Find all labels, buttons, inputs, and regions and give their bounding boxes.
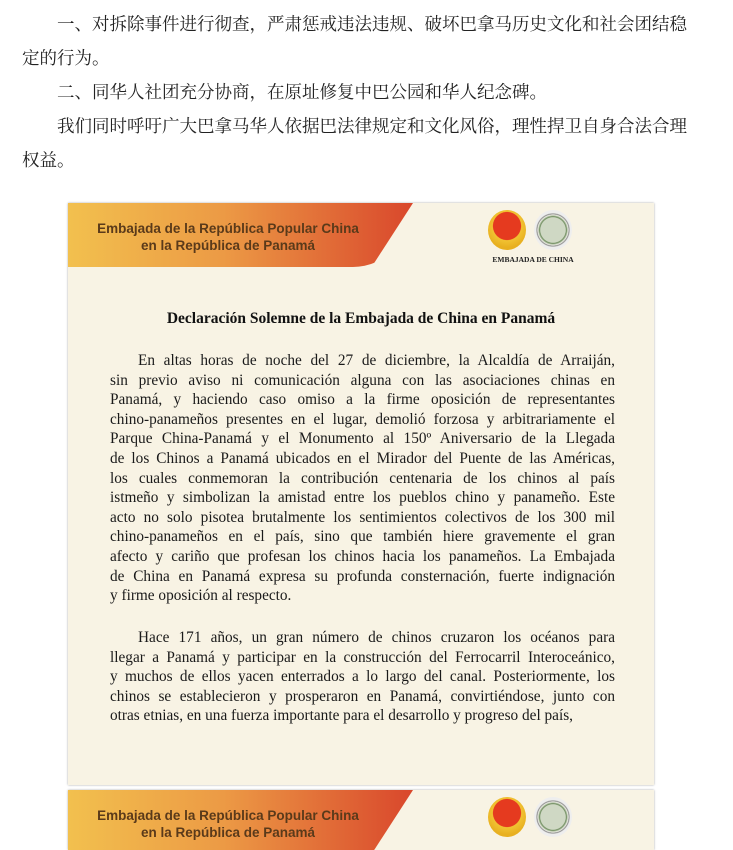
- text-line: Parque China-Panamá y el Monumento al 150º Aniversario de la Llegada: [110, 430, 615, 448]
- text-line: llegar a Panamá y participar en la construcción del Ferrocarril Interoceánico,: [110, 648, 615, 666]
- embassy-statement-image-2: [68, 790, 654, 850]
- text-line: Panamá, y haciendo caso omiso a la firme oposición de representantes: [110, 391, 615, 409]
- text-line: sin previo aviso ni comunicación alguna con las asociaciones chinas en: [110, 371, 615, 389]
- text-line: chino-panameños presentes en el lugar, demolió forzosa y arbitrariamente el: [110, 410, 615, 428]
- national-emblem-icon: [488, 797, 526, 837]
- statement-title: Declaración Solemne de la Embajada de China en Panamá: [166, 310, 556, 327]
- text-line: y firme oposición al respecto.: [110, 587, 292, 605]
- text-line: chino-panameños en el país, sino que también hiere gravemente el gran: [110, 528, 615, 546]
- text-line: afecto y cariño que profesan los chinos hacia los panameños. La Embajada: [110, 547, 615, 565]
- embassy-seal-icon: [534, 210, 572, 250]
- banner-title: [68, 790, 388, 841]
- banner-line: Embajada de la República Popular China: [97, 808, 359, 823]
- embassy-seal-icon: [534, 797, 572, 837]
- text-line: los cuales conmemoran la contribución centenaria de los chinos al país: [110, 469, 615, 487]
- banner-line: en la República de Panamá: [140, 238, 316, 253]
- text-line: chinos se establecieron y prosperaron en Panamá, convirtiéndose, junto con: [110, 687, 615, 705]
- text-line: istmeño y simbolizan la amistad entre los pueblos chino y panameño. Este: [110, 489, 615, 507]
- text-line: acto no solo pisotea brutalmente los sentimientos colectivos de los 300 mil: [110, 508, 615, 526]
- text-line: En altas horas de noche del 27 de diciembre, la Alcaldía de Arraiján,: [138, 352, 615, 369]
- banner-line: en la República de Panamá: [140, 825, 316, 840]
- text-line: de los Chinos a Panamá ubicados en el Mirador del Puente de las Américas,: [110, 449, 615, 467]
- embassy-statement-image: [68, 203, 654, 785]
- text-line: Hace 171 años, un gran número de chinos cruzaron los océanos para: [138, 629, 615, 646]
- chinese-article-text: [22, 8, 702, 178]
- text-line: de China en Panamá expresa su profunda consternación, fuerte indignación: [110, 567, 615, 585]
- banner-title: [68, 203, 388, 254]
- text-line: y muchos de ellos yacen enterrados a lo largo del canal. Posteriormente, los: [110, 668, 615, 686]
- emblems: [488, 210, 578, 270]
- emblem-label: EMBAJADA DE CHINA: [492, 255, 574, 264]
- banner-line: Embajada de la República Popular China: [97, 221, 359, 236]
- statement-paragraph-2: [110, 628, 615, 726]
- paragraph: 二、同华人社团充分协商，在原址修复中巴公园和华人纪念碑。: [57, 83, 547, 103]
- paragraph: 一、对拆除事件进行彻查，严肃惩戒违法违规、破坏巴拿马历史文化和社会团结稳定的行为。: [22, 15, 687, 69]
- paragraph: 我们同时呼吁广大巴拿马华人依据巴法律规定和文化风俗，理性捍卫自身合法合理权益。: [22, 117, 687, 171]
- emblems: [488, 797, 578, 850]
- text-line: otras etnias, en una fuerza importante para el desarrollo y progreso del país,: [110, 707, 573, 725]
- national-emblem-icon: [488, 210, 526, 250]
- statement-paragraph-1: [110, 351, 615, 606]
